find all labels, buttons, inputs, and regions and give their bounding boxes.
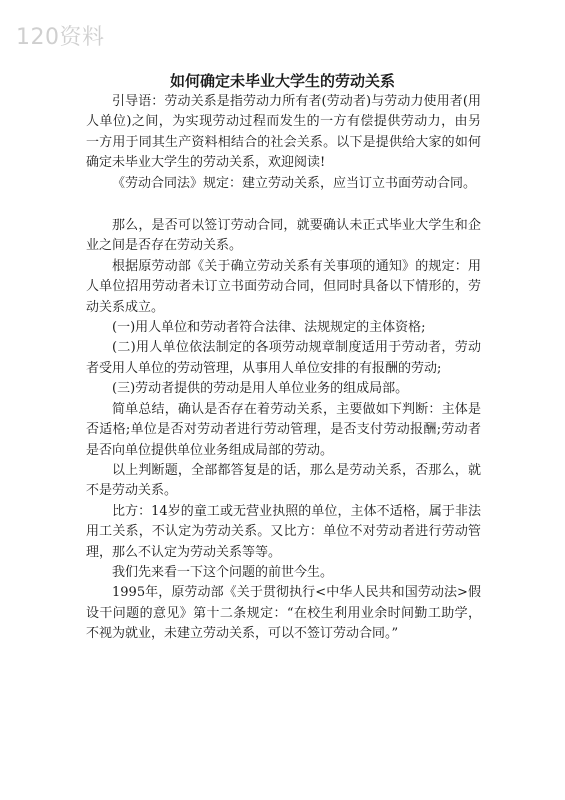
paragraph-question: 那么，是否可以签订劳动合同，就要确认未正式毕业大学生和企业之间是否存在劳动关系。 xyxy=(86,218,481,254)
watermark-logo: 120资料 xyxy=(16,25,105,50)
paragraph-judgement: 以上判断题，全部都答复是的话，那么是劳动关系，否那么，就不是劳动关系。 xyxy=(86,462,481,499)
paragraph-summary: 简单总结，确认是否存在着劳动关系，主要做如下判断：主体是否适格;单位是否对劳动者进行劳动管理，是否支付劳动报酬;劳动者是否向单位提供单位业务组成局部的劳动。 xyxy=(86,401,481,458)
paragraph-condition-1: (一)用人单位和劳动者符合法律、法规规定的主体资格; xyxy=(112,320,426,336)
paragraph-1995: 1995年，原劳动部《关于贯彻执行<中华人民共和国劳动法>假设干问题的意见》第十二条规定：“在校生利用业余时间勤工助学，不视为就业，未建立劳动关系，可以不签订劳动合同。” xyxy=(86,585,481,642)
paragraph-condition-3: (三)劳动者提供的劳动是用人单位业务的组成局部。 xyxy=(112,381,409,397)
paragraph-history: 我们先来看一下这个问题的前世今生。 xyxy=(112,564,334,580)
paragraph-contract-law: 《劳动合同法》规定：建立劳动关系，应当订立书面劳动合同。 xyxy=(112,175,477,191)
paragraph-gap xyxy=(86,194,481,216)
paragraph-notice: 根据原劳动部《关于确立劳动关系有关事项的通知》的规定：用人单位招用劳动者未订立书面劳动合同，但同时具备以下情形的，劳动关系成立。 xyxy=(86,258,481,315)
paragraph-intro: 引导语：劳动关系是指劳动力所有者(劳动者)与劳动力使用者(用人单位)之间，为实现劳动过程而发生的一方有偿提供劳动力，由另一方用于同其生产资料相结合的社会关系。以下是提供给大家的如何确定未毕业大学生的劳动关系，欢迎阅读! xyxy=(86,94,481,171)
document-body xyxy=(86,92,481,645)
document-title: 如何确定未毕业大学生的劳动关系 xyxy=(169,72,395,90)
paragraph-condition-2: (二)用人单位依法制定的各项劳动规章制度适用于劳动者，劳动者受用人单位的劳动管理，从事用人单位安排的有报酬的劳动; xyxy=(86,340,481,376)
paragraph-example: 比方：14岁的童工或无营业执照的单位，主体不适格，属于非法用工关系，不认定为劳动关系。又比方：单位不对劳动者进行劳动管理，那么不认定为劳动关系等等。 xyxy=(86,503,481,560)
